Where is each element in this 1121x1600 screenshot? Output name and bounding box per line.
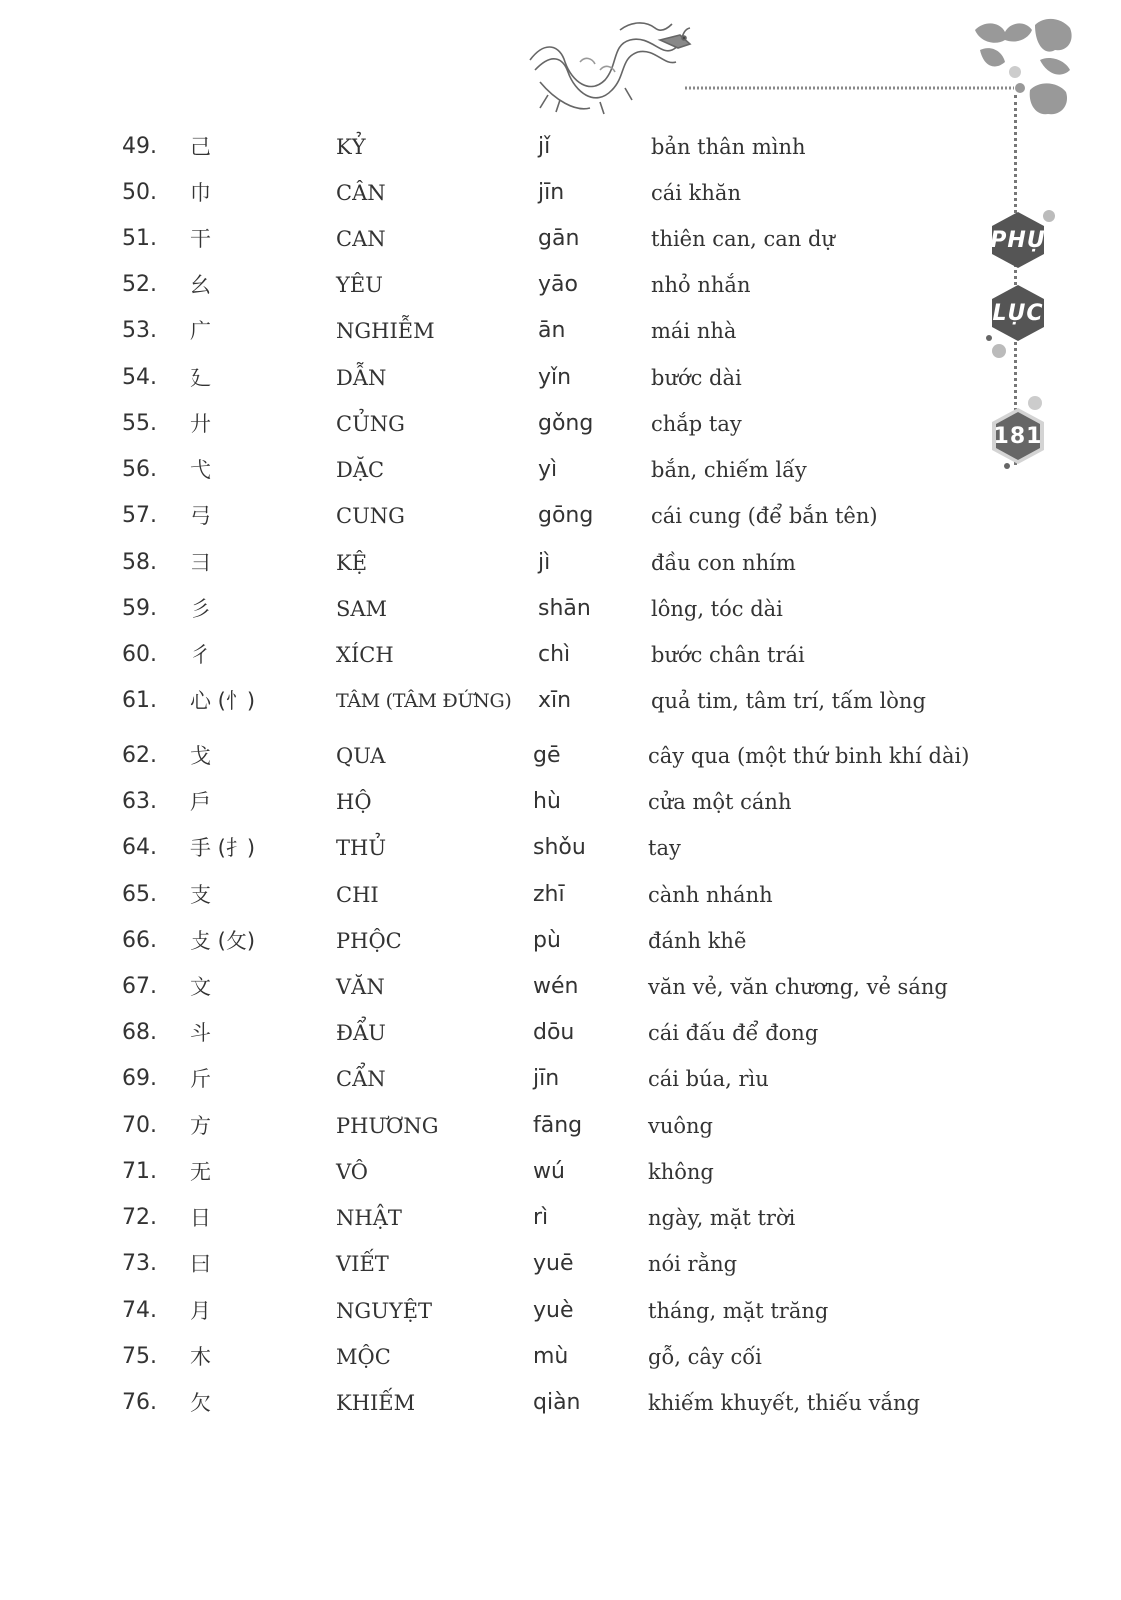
- decor-dot: [1004, 463, 1010, 469]
- chinese-character: 日: [190, 1206, 211, 1230]
- entry-number: 68.: [122, 1020, 157, 1045]
- sino-vietnamese-reading: PHƯƠNG: [336, 1114, 439, 1138]
- entry-number: 61.: [122, 688, 157, 713]
- pinyin: yuē: [533, 1251, 574, 1276]
- entry-number: 72.: [122, 1205, 157, 1230]
- decor-dot: [1043, 210, 1055, 222]
- decor-dot: [1028, 396, 1042, 410]
- pinyin: qiàn: [533, 1390, 581, 1415]
- entry-number: 59.: [122, 596, 157, 621]
- table-row: [0, 311, 1000, 351]
- pinyin: gān: [538, 226, 580, 251]
- pinyin: fāng: [533, 1113, 583, 1138]
- table-row: [0, 921, 1000, 961]
- table-row: [0, 589, 1000, 629]
- page-number: 181: [993, 423, 1043, 449]
- table-row: [0, 681, 1000, 721]
- table-row: [0, 173, 1000, 213]
- chinese-character: 广: [190, 319, 211, 343]
- table-row: [0, 828, 1000, 868]
- meaning: vuông: [648, 1114, 713, 1138]
- pinyin: zhī: [533, 882, 565, 907]
- table-row: [0, 1059, 1000, 1099]
- entry-number: 53.: [122, 318, 157, 343]
- sino-vietnamese-reading: CHI: [336, 883, 379, 907]
- entry-number: 60.: [122, 642, 157, 667]
- entry-number: 66.: [122, 928, 157, 953]
- table-row: [0, 1152, 1000, 1192]
- table-row: [0, 1244, 1000, 1284]
- chinese-character: 幺: [190, 273, 211, 297]
- meaning: cái khăn: [651, 181, 741, 205]
- table-row: [0, 1106, 1000, 1146]
- table-row: [0, 782, 1000, 822]
- pinyin: pù: [533, 928, 561, 953]
- chinese-character: 廴: [190, 366, 211, 390]
- pinyin: gǒng: [538, 411, 594, 436]
- dragon-illustration: [530, 23, 690, 114]
- pinyin: wú: [533, 1159, 565, 1184]
- chinese-character: 手 (扌): [190, 836, 256, 860]
- sino-vietnamese-reading: NGUYỆT: [336, 1299, 433, 1323]
- entry-number: 73.: [122, 1251, 157, 1276]
- meaning: nói rằng: [648, 1252, 738, 1276]
- sino-vietnamese-reading: CÂN: [336, 181, 386, 205]
- pinyin: gōng: [538, 503, 594, 528]
- entry-number: 54.: [122, 365, 157, 390]
- chinese-character: 曰: [190, 1252, 211, 1276]
- meaning: mái nhà: [651, 319, 737, 343]
- header-decoration: [0, 0, 1121, 140]
- table-row: [0, 736, 1000, 776]
- table-row: [0, 404, 1000, 444]
- entry-number: 69.: [122, 1066, 157, 1091]
- chinese-character: 戶: [190, 790, 211, 814]
- entry-number: 76.: [122, 1390, 157, 1415]
- entry-number: 74.: [122, 1298, 157, 1323]
- chinese-character: 方: [190, 1114, 211, 1138]
- meaning: chắp tay: [651, 412, 742, 436]
- table-row: [0, 127, 1000, 167]
- chinese-character: 心 (忄): [190, 689, 256, 713]
- table-row: [0, 1198, 1000, 1238]
- meaning: bước chân trái: [651, 643, 805, 667]
- pinyin: shǒu: [533, 835, 586, 860]
- table-row: [0, 1383, 1000, 1423]
- sino-vietnamese-reading: KỶ: [336, 135, 366, 159]
- chinese-character: 弋: [190, 458, 211, 482]
- chinese-character: 戈: [190, 744, 211, 768]
- entry-number: 75.: [122, 1344, 157, 1369]
- table-row: [0, 496, 1000, 536]
- sino-vietnamese-reading: VÔ: [336, 1160, 369, 1184]
- meaning: cành nhánh: [648, 883, 773, 907]
- chinese-character: 支: [190, 883, 211, 907]
- entry-number: 67.: [122, 974, 157, 999]
- meaning: khiếm khuyết, thiếu vắng: [648, 1391, 920, 1415]
- sino-vietnamese-reading: THỦ: [336, 836, 387, 860]
- sino-vietnamese-reading: VĂN: [336, 975, 385, 999]
- meaning: tháng, mặt trăng: [648, 1299, 829, 1323]
- sino-vietnamese-reading: SAM: [336, 597, 388, 621]
- meaning: thiên can, can dự: [651, 227, 835, 251]
- meaning: lông, tóc dài: [651, 597, 783, 621]
- pinyin: gē: [533, 743, 561, 768]
- sino-vietnamese-reading: VIẾT: [336, 1252, 389, 1276]
- chinese-character: 彡: [190, 597, 211, 621]
- meaning: ngày, mặt trời: [648, 1206, 796, 1230]
- entry-number: 71.: [122, 1159, 157, 1184]
- entry-number: 58.: [122, 550, 157, 575]
- pinyin: xīn: [538, 688, 572, 713]
- table-row: [0, 358, 1000, 398]
- pinyin: mù: [533, 1344, 569, 1369]
- sino-vietnamese-reading: XÍCH: [336, 643, 394, 667]
- meaning: quả tim, tâm trí, tấm lòng: [651, 689, 926, 713]
- badge-label-phu: PHỤ: [990, 227, 1046, 253]
- sino-vietnamese-reading: DẪN: [336, 366, 387, 390]
- chinese-character: 巾: [190, 181, 211, 205]
- sino-vietnamese-reading: CẨN: [336, 1067, 386, 1091]
- pinyin: dōu: [533, 1020, 575, 1045]
- meaning: bắn, chiếm lấy: [651, 458, 807, 482]
- pinyin: chì: [538, 642, 571, 667]
- meaning: cái cung (để bắn tên): [651, 504, 878, 528]
- entry-number: 50.: [122, 180, 157, 205]
- sino-vietnamese-reading: HỘ: [336, 790, 372, 814]
- pinyin: jīn: [538, 180, 565, 205]
- table-row: [0, 875, 1000, 915]
- chinese-character: 欠: [190, 1391, 211, 1415]
- sino-vietnamese-reading: QUA: [336, 744, 386, 768]
- meaning: gỗ, cây cối: [648, 1345, 762, 1369]
- pinyin: yǐn: [538, 365, 572, 390]
- sino-vietnamese-reading: NHẬT: [336, 1206, 402, 1230]
- entry-number: 56.: [122, 457, 157, 482]
- sino-vietnamese-reading: CAN: [336, 227, 386, 251]
- entry-number: 52.: [122, 272, 157, 297]
- chinese-character: 彳: [190, 643, 211, 667]
- entry-number: 65.: [122, 882, 157, 907]
- pinyin: ān: [538, 318, 566, 343]
- entry-number: 51.: [122, 226, 157, 251]
- table-row: [0, 219, 1000, 259]
- meaning: không: [648, 1160, 714, 1184]
- entry-number: 57.: [122, 503, 157, 528]
- chinese-character: 攴 (攵): [190, 929, 256, 953]
- pinyin: rì: [533, 1205, 549, 1230]
- sino-vietnamese-reading: KỆ: [336, 551, 368, 575]
- entry-number: 49.: [122, 134, 157, 159]
- meaning: cây qua (một thứ binh khí dài): [648, 744, 970, 768]
- meaning: tay: [648, 836, 681, 860]
- sino-vietnamese-reading: KHIẾM: [336, 1391, 416, 1415]
- sino-vietnamese-reading: NGHIỄM: [336, 319, 435, 343]
- pinyin: yì: [538, 457, 558, 482]
- table-row: [0, 1291, 1000, 1331]
- pinyin: hù: [533, 789, 561, 814]
- table-row: [0, 1337, 1000, 1377]
- table-row: [0, 967, 1000, 1007]
- sino-vietnamese-reading: CUNG: [336, 504, 405, 528]
- meaning: đánh khẽ: [648, 929, 747, 953]
- entry-number: 55.: [122, 411, 157, 436]
- sino-vietnamese-reading: YÊU: [336, 273, 383, 297]
- badge-label-luc: LỤC: [992, 300, 1044, 326]
- table-row: [0, 543, 1000, 583]
- chinese-character: 斗: [190, 1021, 211, 1045]
- chinese-character: 文: [190, 975, 211, 999]
- entry-number: 64.: [122, 835, 157, 860]
- pinyin: yāo: [538, 272, 578, 297]
- meaning: bước dài: [651, 366, 742, 390]
- chinese-character: 弓: [190, 504, 211, 528]
- pinyin: jǐ: [538, 134, 551, 159]
- entry-number: 63.: [122, 789, 157, 814]
- meaning: nhỏ nhắn: [651, 273, 751, 297]
- meaning: bản thân mình: [651, 135, 806, 159]
- table-row: [0, 450, 1000, 490]
- entry-number: 62.: [122, 743, 157, 768]
- chinese-character: 己: [190, 135, 211, 159]
- table-row: [0, 265, 1000, 305]
- pinyin: shān: [538, 596, 591, 621]
- chinese-character: 无: [190, 1160, 211, 1184]
- sino-vietnamese-reading: MỘC: [336, 1345, 391, 1369]
- chinese-character: 彐: [190, 551, 211, 575]
- meaning: cái búa, rìu: [648, 1067, 769, 1091]
- corner-ornament: [975, 19, 1072, 114]
- sino-vietnamese-reading: ĐẨU: [336, 1021, 386, 1045]
- meaning: cửa một cánh: [648, 790, 792, 814]
- meaning: đầu con nhím: [651, 551, 796, 575]
- table-row: [0, 1013, 1000, 1053]
- sino-vietnamese-reading: PHỘC: [336, 929, 402, 953]
- meaning: văn vẻ, văn chương, vẻ sáng: [648, 975, 948, 999]
- sino-vietnamese-reading: CỦNG: [336, 412, 405, 436]
- pinyin: jì: [538, 550, 551, 575]
- pinyin: jīn: [533, 1066, 560, 1091]
- sino-vietnamese-reading: DẶC: [336, 458, 385, 482]
- chinese-character: 廾: [190, 412, 211, 436]
- sino-vietnamese-reading: TÂM (TÂM ĐỨNG): [336, 690, 512, 712]
- chinese-character: 月: [190, 1299, 211, 1323]
- chinese-character: 干: [190, 227, 211, 251]
- chinese-character: 斤: [190, 1067, 211, 1091]
- pinyin: wén: [533, 974, 579, 999]
- chinese-character: 木: [190, 1345, 211, 1369]
- entry-number: 70.: [122, 1113, 157, 1138]
- pinyin: yuè: [533, 1298, 574, 1323]
- table-row: [0, 635, 1000, 675]
- meaning: cái đấu để đong: [648, 1021, 819, 1045]
